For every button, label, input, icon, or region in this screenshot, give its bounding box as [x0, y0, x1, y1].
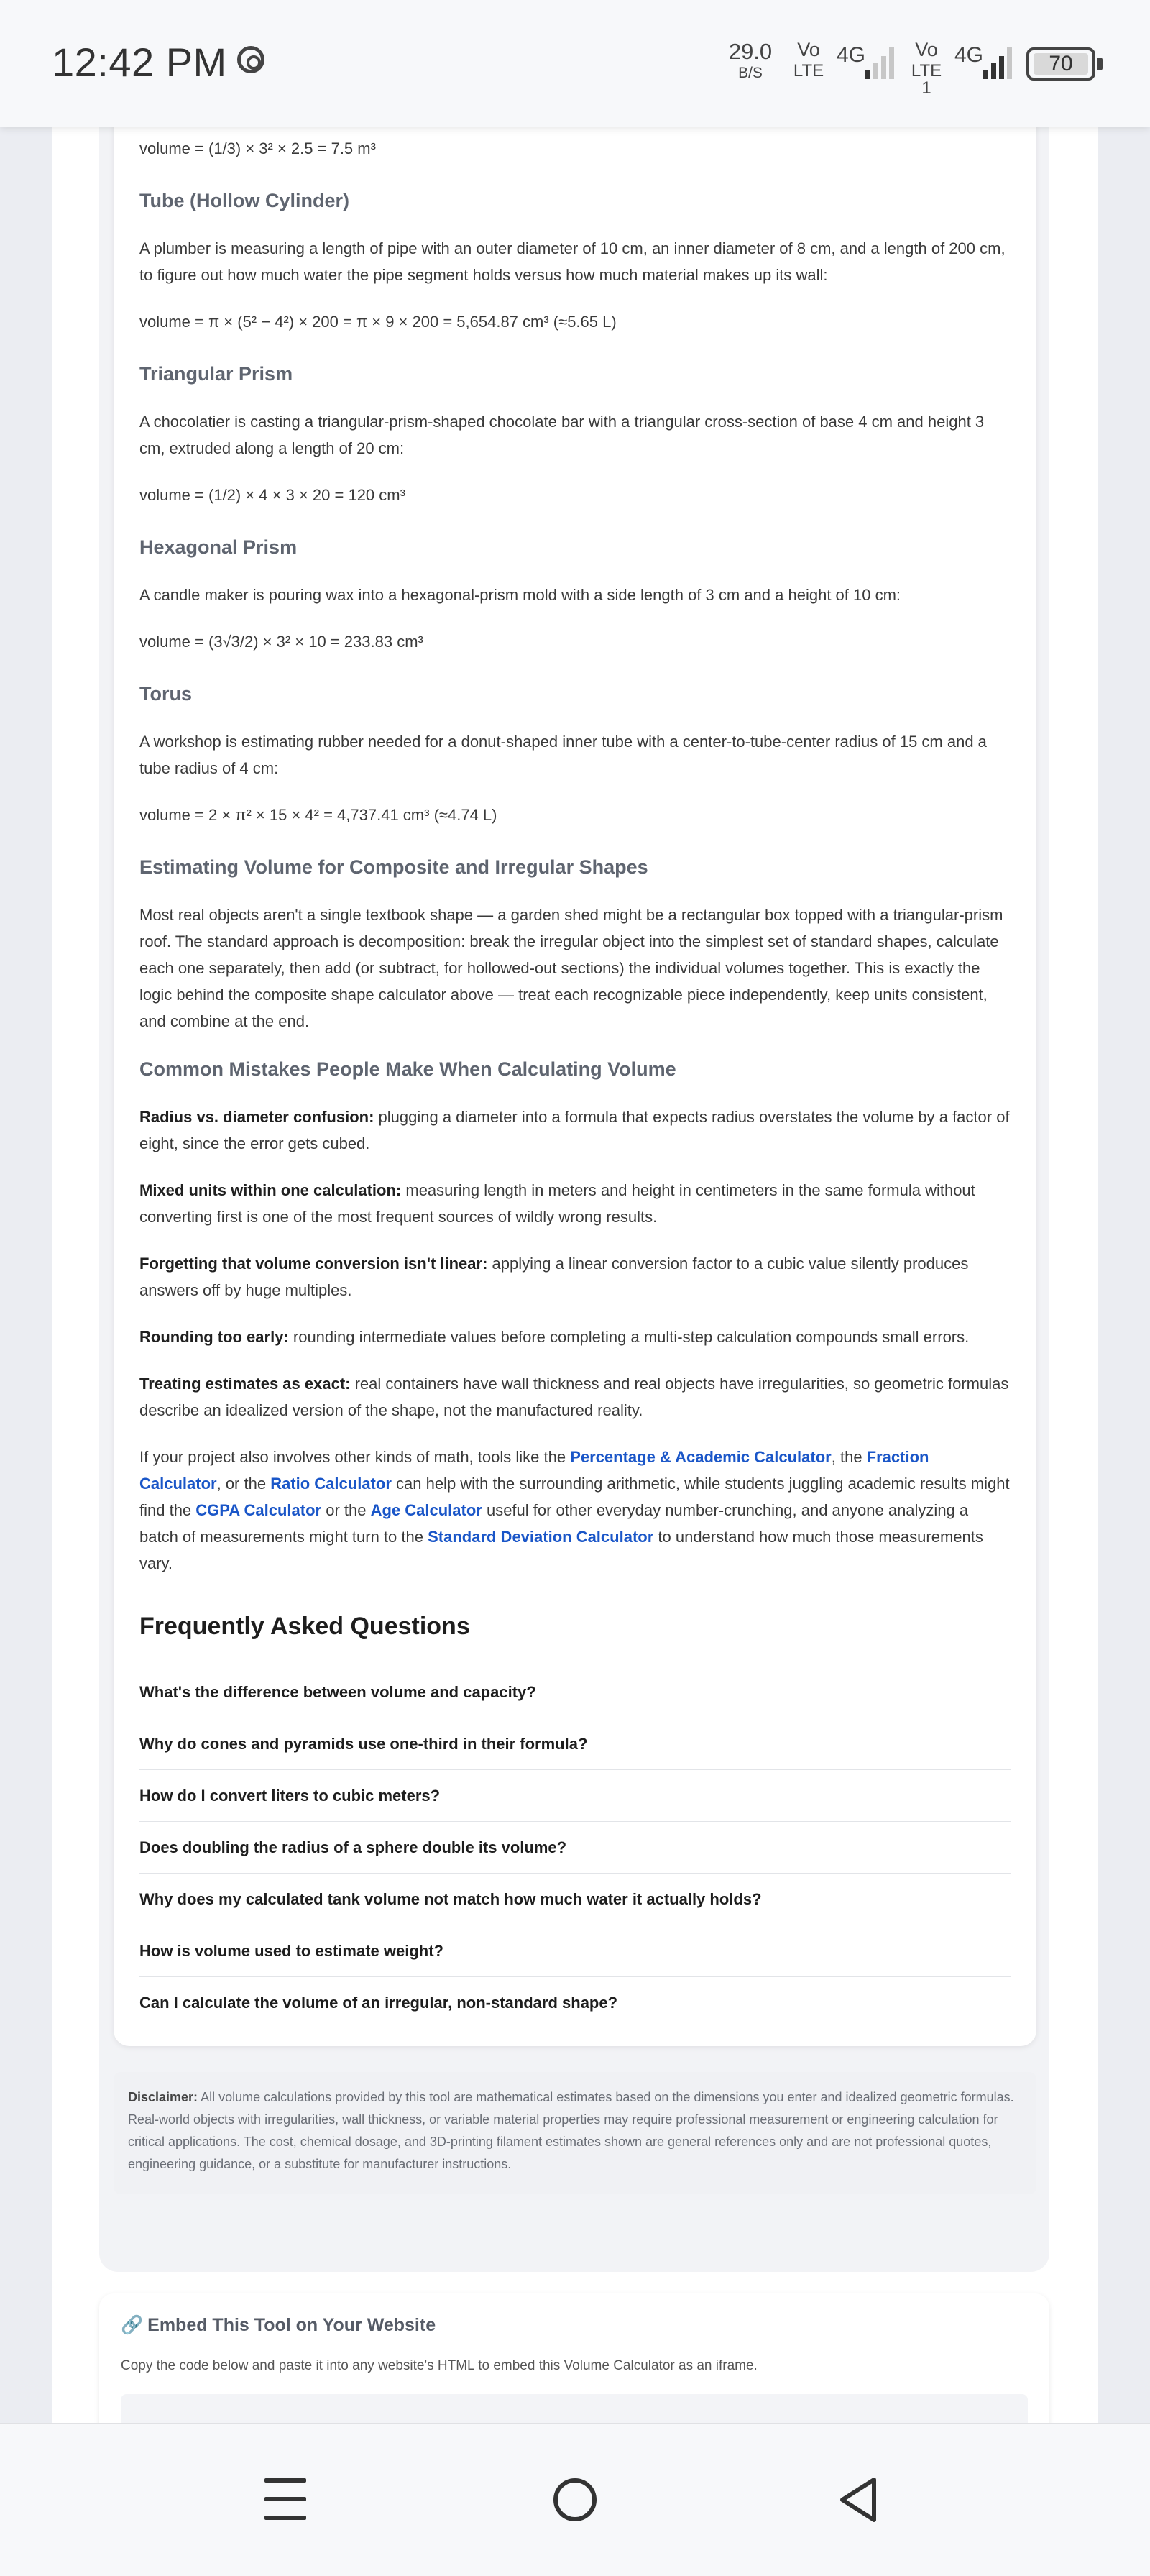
mistake-title: Mixed units within one calculation: [139, 1181, 402, 1199]
back-icon[interactable] [837, 2475, 880, 2524]
torus-heading: Torus [139, 683, 192, 705]
sim1-network-type: 4G [837, 43, 866, 67]
sim2-volte [907, 40, 946, 97]
signal-icon [983, 45, 1012, 79]
related-text: , or the [216, 1475, 271, 1493]
status-bar [0, 0, 1150, 127]
sim2-volte-bottom: LTE 1 [911, 61, 942, 98]
faq-question[interactable]: Why do cones and pyramids use one-third in their formula? [139, 1718, 1011, 1770]
article-content [139, 135, 1011, 2028]
link-icon: 🔗 [121, 2315, 144, 2335]
faq-list [139, 1667, 1011, 2028]
faq-question[interactable]: What's the difference between volume and capacity? [139, 1667, 1011, 1718]
related-text: If your project also involves other kinds of math, tools like the [139, 1448, 571, 1466]
mistake-text: real containers have wall thickness and real objects have irregularities, so geometric formulas describe an idealized version of the shape, not the manufactured reality. [139, 1375, 1009, 1419]
embed-title-text: Embed This Tool on Your Website [147, 2315, 436, 2335]
cone-formula: volume = (1/3) × 3² × 2.5 = 7.5 m³ [139, 139, 376, 157]
mistake-text: applying a linear conversion factor to a cubic value silently produces answers off by huge multiples. [139, 1255, 969, 1299]
tube-heading: Tube (Hollow Cylinder) [139, 190, 349, 211]
mistake-item [139, 1250, 1011, 1303]
composite-description: Most real objects aren't a single textbook shape — a garden shed might be a rectangular box topped with a triangular-prism roof. The standard approach is decomposition: break the irregular object into the simplest set of standard shapes, calculate each one separately, then add (or subtract, for hollowed-out sections) the individual volumes together. This is exactly the logic behind the composite shape calculator above — treat each recognizable piece independently, keep units consistent, and combine at the end. [139, 906, 1003, 1030]
mistake-title: Rounding too early: [139, 1328, 289, 1346]
cgpa-calculator-link[interactable]: CGPA Calculator [196, 1501, 322, 1519]
menu-icon[interactable] [264, 2478, 306, 2520]
triangular-prism-description: A chocolatier is casting a triangular-prism-shaped chocolate bar with a triangular cross-section of base 4 cm and height 3 cm, extruded along a length of 20 cm: [139, 413, 985, 457]
disclaimer-body: All volume calculations provided by this tool are mathematical estimates based on the dimensions you enter and idealized geometric formulas. Real-world objects with irregularities, wall thickness, or variable material properties may require professional measurement or engineering calculation for critical applications. The cost, chemical dosage, and 3D-printing filament estimates shown are general references only and are not professional quotes, engineering guidance, or a substitute for manufacturer instructions. [128, 2090, 1014, 2171]
home-icon[interactable] [553, 2478, 597, 2521]
percentage-calculator-link[interactable]: Percentage & Academic Calculator [570, 1448, 832, 1466]
disclaimer-text [128, 2086, 1016, 2176]
tube-formula: volume = π × (5² − 4²) × 200 = π × 9 × 200 = 5,654.87 cm³ (≈5.65 L) [139, 313, 617, 331]
mistake-text: plugging a diameter into a formula that expects radius overstates the volume by a factor of eight, since the error gets cubed. [139, 1108, 1010, 1152]
faq-question[interactable]: How do I convert liters to cubic meters? [139, 1770, 1011, 1822]
sim1-volte-bottom: LTE [793, 61, 824, 81]
whatsapp-icon [237, 46, 264, 73]
network-speed-unit: B/S [738, 65, 763, 81]
mistake-title: Treating estimates as exact: [139, 1375, 351, 1393]
related-calculators [139, 1444, 1011, 1577]
related-text: can help with the surrounding arithmetic, while students juggling academic results might find the [139, 1475, 1010, 1519]
network-speed-value: 29.0 [728, 39, 773, 64]
embed-title [121, 2315, 436, 2336]
mistake-text: rounding intermediate values before completing a multi-step calculation compounds small errors. [288, 1328, 970, 1346]
mistake-text: measuring length in meters and height in centimeters in the same formula without converting first is one of the most frequent sources of wildly wrong results. [139, 1181, 975, 1226]
sim2-volte-top: Vo [915, 39, 938, 60]
mistake-title: Radius vs. diameter confusion: [139, 1108, 374, 1126]
fraction-calculator-link[interactable]: Fraction Calculator [139, 1448, 929, 1493]
related-text: to understand how much those measurements vary. [139, 1528, 983, 1572]
triangular-prism-heading: Triangular Prism [139, 363, 293, 385]
torus-description: A workshop is estimating rubber needed for a donut-shaped inner tube with a center-to-tube-center radius of 15 cm and a tube radius of 4 cm: [139, 733, 987, 777]
battery-level: 70 [1034, 53, 1088, 75]
network-speed [722, 40, 779, 81]
signal-icon [865, 45, 894, 79]
ratio-calculator-link[interactable]: Ratio Calculator [270, 1475, 392, 1493]
disclaimer-label: Disclaimer: [128, 2090, 198, 2104]
embed-description: Copy the code below and paste it into any website's HTML to embed this Volume Calculator as an iframe. [121, 2358, 758, 2373]
related-text: useful for other everyday number-crunching, and anyone analyzing a batch of measurements might turn to the [139, 1501, 969, 1546]
battery-icon [1026, 47, 1095, 81]
standard-deviation-calculator-link[interactable]: Standard Deviation Calculator [428, 1528, 654, 1546]
related-text: , the [831, 1448, 867, 1466]
age-calculator-link[interactable]: Age Calculator [370, 1501, 482, 1519]
faq-question[interactable]: Does doubling the radius of a sphere double its volume? [139, 1822, 1011, 1874]
navigation-bar [0, 2423, 1150, 2576]
hexagonal-prism-heading: Hexagonal Prism [139, 536, 298, 558]
composite-heading: Estimating Volume for Composite and Irregular Shapes [139, 856, 648, 878]
mistake-item [139, 1177, 1011, 1230]
related-text: or the [321, 1501, 371, 1519]
faq-question[interactable]: Can I calculate the volume of an irregular, non-standard shape? [139, 1994, 618, 2012]
faq-heading: Frequently Asked Questions [139, 1613, 470, 1640]
tube-description: A plumber is measuring a length of pipe with an outer diameter of 10 cm, an inner diameter of 8 cm, and a length of 200 cm, to figure out how much water the pipe segment holds versus how much material makes up its wall: [139, 239, 1006, 284]
sim2-network-type: 4G [954, 43, 984, 67]
triangular-prism-formula: volume = (1/2) × 4 × 3 × 20 = 120 cm³ [139, 486, 405, 504]
disclaimer-box [114, 2072, 1036, 2194]
torus-formula: volume = 2 × π² × 15 × 4² = 4,737.41 cm³ (≈4.74 L) [139, 806, 497, 824]
sim1-volte-top: Vo [797, 39, 820, 60]
mistakes-heading: Common Mistakes People Make When Calculating Volume [139, 1058, 676, 1080]
hexagonal-prism-description: A candle maker is pouring wax into a hexagonal-prism mold with a side length of 3 cm and a height of 10 cm: [139, 586, 901, 604]
sim1-volte [789, 40, 828, 80]
faq-question[interactable]: How is volume used to estimate weight? [139, 1925, 1011, 1977]
hexagonal-prism-formula: volume = (3√3/2) × 3² × 10 = 233.83 cm³ [139, 633, 423, 651]
faq-question[interactable]: Why does my calculated tank volume not match how much water it actually holds? [139, 1874, 1011, 1925]
mistake-item [139, 1370, 1011, 1424]
mistake-item [139, 1324, 1011, 1350]
mistake-title: Forgetting that volume conversion isn't linear: [139, 1255, 488, 1273]
clock: 12:42 PM [52, 40, 227, 85]
mistake-item [139, 1104, 1011, 1157]
